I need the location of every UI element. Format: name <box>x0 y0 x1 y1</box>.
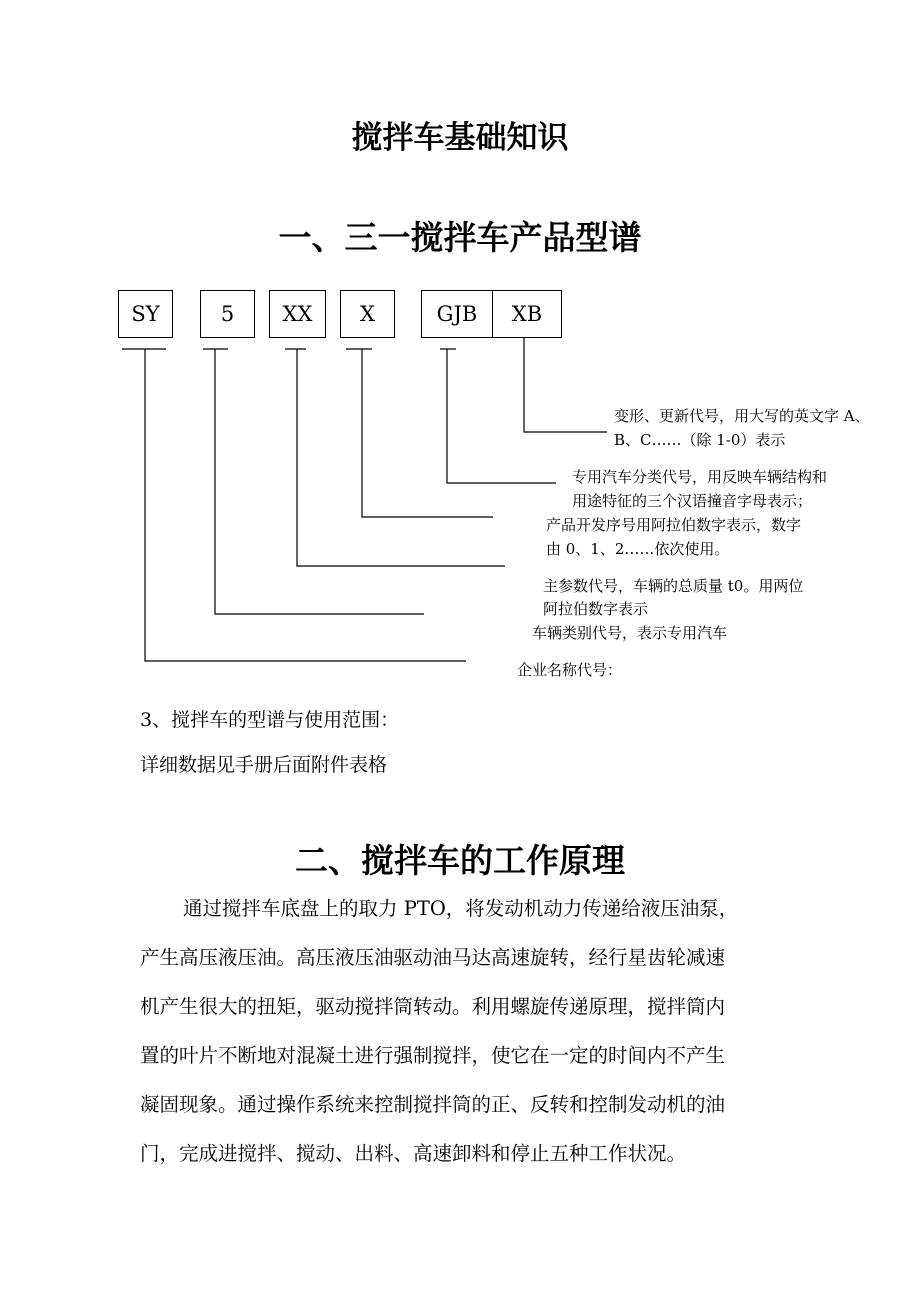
leader-variant <box>524 337 607 432</box>
leader-special <box>447 349 556 483</box>
paragraph-line: 门，完成进搅拌、搅动、出料、高速卸料和停止五种工作状况。 <box>140 1142 687 1165</box>
range-heading: 3、搅拌车的型谱与使用范围： <box>140 709 400 731</box>
code-box-parameter: XX <box>269 290 326 338</box>
note-special-line1: 专用汽车分类代号，用反映车辆结构和 <box>572 468 828 486</box>
section2-heading: 二、搅拌车的工作原理 <box>295 841 625 880</box>
note-variant-line1: 变形、更新代号，用大写的英文字 A、 <box>614 407 870 425</box>
paragraph-line: 机产生很大的扭矩，驱动搅拌筒转动。利用螺旋传递原理，搅拌筒内 <box>140 995 726 1018</box>
note-development-line1: 产品开发序号用阿拉伯数字表示，数字 <box>546 516 802 534</box>
note-development-line2: 由 0、1、2……依次使用。 <box>546 540 730 558</box>
leader-category <box>215 349 424 614</box>
note-variant-line2: B、C……（除 1-0）表示 <box>614 431 786 449</box>
note-parameter-line2: 阿拉伯数字表示 <box>543 600 649 618</box>
code-box-category: 5 <box>200 290 255 338</box>
section1-heading: 一、三一搅拌车产品型谱 <box>278 218 642 257</box>
note-parameter-line1: 主参数代号，车辆的总质量 t0。用两位 <box>543 577 804 595</box>
code-box-variant: XB <box>492 290 562 338</box>
paragraph-line: 凝固现象。通过操作系统来控制搅拌筒的正、反转和控制发动机的油 <box>140 1093 726 1116</box>
code-box-company: SY <box>118 290 173 338</box>
note-special-line2: 用途特征的三个汉语撞音字母表示； <box>572 492 813 510</box>
note-category: 车辆类别代号，表示专用汽车 <box>532 624 728 642</box>
paragraph-line: 产生高压液压油。高压液压油驱动油马达高速旋转，经行星齿轮减速 <box>140 946 726 969</box>
leader-development <box>362 349 493 517</box>
range-text: 详细数据见手册后面附件表格 <box>140 754 388 776</box>
document-title: 搅拌车基础知识 <box>351 120 569 156</box>
paragraph-line: 通过搅拌车底盘上的取力 PTO，将发动机动力传递给液压油泵， <box>183 897 739 920</box>
code-box-special-class: GJB <box>421 290 493 338</box>
note-company: 企业名称代号： <box>517 661 623 679</box>
code-box-development: X <box>340 290 395 338</box>
leader-parameter <box>297 349 505 566</box>
paragraph-line: 置的叶片不断地对混凝土进行强制搅拌，使它在一定的时间内不产生 <box>140 1044 726 1067</box>
